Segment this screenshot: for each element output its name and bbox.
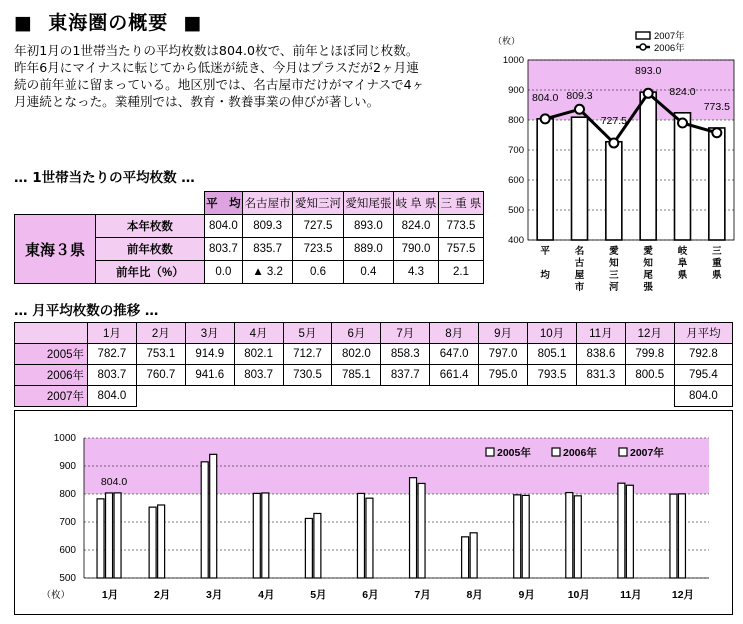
page-title-text: 東海圏の概要 (48, 12, 169, 34)
header-cell: 愛知三河 (293, 192, 343, 215)
line-marker-2006 (644, 89, 653, 98)
bar-2005年 (462, 537, 469, 578)
table-cell: 831.3 (576, 365, 625, 386)
table-cell: 804.0 (674, 386, 732, 407)
header-cell: 名古屋市 (242, 192, 292, 215)
y-tick-label: 1000 (53, 433, 76, 444)
data-label: 804.0 (100, 475, 128, 488)
x-tick-label: 岐 (677, 246, 688, 257)
bar-2005年 (566, 493, 573, 578)
table-cell: 797.0 (479, 344, 528, 365)
header-cell: 2月 (136, 323, 185, 344)
bar-2005年 (618, 483, 625, 578)
x-tick-label: 9月 (518, 589, 535, 601)
table-cell: 824.0 (394, 215, 439, 238)
x-tick-label: 尾 (643, 270, 653, 281)
table-cell: 803.7 (234, 365, 283, 386)
x-tick-label: 知 (609, 258, 619, 269)
table-cell: 712.7 (283, 344, 332, 365)
table-cell: 804.0 (88, 386, 137, 407)
line-marker-2006 (541, 114, 550, 123)
table-cell: 792.8 (674, 344, 732, 365)
legend-label: 2007年 (654, 31, 685, 42)
table-cell: 795.0 (479, 365, 528, 386)
y-tick-label: 700 (59, 517, 76, 528)
x-tick-label: 愛 (643, 246, 653, 257)
regional-average-table (14, 191, 484, 284)
bar-2007 (537, 119, 553, 240)
y-tick-label: 400 (508, 235, 524, 246)
table-cell: 838.6 (576, 344, 625, 365)
bar-2006年 (522, 495, 529, 578)
x-tick-label: 市 (574, 282, 585, 293)
table-cell: 802.1 (234, 344, 283, 365)
data-label: 804.0 (532, 91, 559, 104)
table-row (15, 386, 733, 407)
y-tick-label: 900 (508, 85, 524, 96)
header-cell: 3月 (185, 323, 234, 344)
x-tick-label: 3月 (206, 589, 223, 601)
table-cell: 805.1 (528, 344, 577, 365)
bar-2006年 (106, 493, 113, 578)
table-cell: 730.5 (283, 365, 332, 386)
monthly-bar-chart (14, 410, 733, 615)
region-group-label: 東海３県 (15, 215, 96, 284)
section-heading-average: … 1世帯当たりの平均枚数 … (14, 170, 195, 186)
x-tick-label: 均 (540, 270, 550, 281)
header-cell: 11月 (576, 323, 625, 344)
table-cell: 803.7 (88, 365, 137, 386)
header-cell: 岐 阜 県 (394, 192, 439, 215)
table-cell: 661.4 (430, 365, 479, 386)
row-label: 2006年 (15, 365, 88, 386)
y-tick-label: 500 (508, 205, 524, 216)
regional-bar-line-chart (486, 30, 740, 302)
line-marker-2006 (712, 128, 721, 137)
x-tick-label: 重 (712, 258, 722, 269)
x-tick-label: 7月 (414, 589, 431, 601)
table-cell: 941.6 (185, 365, 234, 386)
bar-2006年 (210, 454, 217, 578)
x-tick-label: 12月 (671, 589, 695, 601)
table-cell: 837.7 (381, 365, 430, 386)
legend-label: 2006年 (563, 447, 597, 459)
table-row (15, 215, 484, 238)
table-cell: 793.5 (528, 365, 577, 386)
x-tick-label: 古 (574, 258, 585, 269)
bar-2006年 (574, 496, 581, 578)
bar-2007 (640, 92, 656, 240)
line-marker-2006 (678, 119, 687, 128)
table-cell: 723.5 (293, 238, 343, 261)
x-tick-label: 屋 (574, 270, 585, 281)
bar-2006年 (314, 513, 321, 578)
header-cell: 1月 (88, 323, 137, 344)
bar-2007 (606, 142, 622, 240)
bar-2006年 (262, 493, 269, 578)
y-unit-label: （枚） (492, 36, 520, 46)
intro-line: 昨年6月にマイナスに転じてから低迷が続き、今月はプラスだが2ヶ月連 (14, 60, 419, 75)
table-header-row (15, 323, 733, 344)
x-tick-label: 愛 (609, 246, 619, 257)
data-label: 727.5 (600, 114, 627, 127)
section-heading-monthly: … 月平均枚数の推移 … (14, 303, 159, 319)
header-cell: 7月 (381, 323, 430, 344)
y-tick-label: 700 (508, 145, 524, 156)
legend-swatch-bar (636, 32, 650, 39)
table-row (15, 344, 733, 365)
y-tick-label: 600 (59, 545, 76, 556)
y-tick-label: 800 (508, 115, 524, 126)
x-tick-label: 8月 (466, 589, 483, 601)
table-cell: 782.7 (88, 344, 137, 365)
table-cell: 0.0 (204, 261, 242, 284)
bar-2005年 (305, 518, 312, 578)
empty-cell (136, 386, 674, 407)
header-cell: 月平均 (674, 323, 732, 344)
x-tick-label: 11月 (620, 589, 642, 601)
data-label: 809.3 (566, 90, 593, 103)
header-cell: 9月 (479, 323, 528, 344)
y-tick-label: 500 (59, 573, 76, 584)
table-cell: 647.0 (430, 344, 479, 365)
table-cell: 889.0 (343, 238, 393, 261)
bar-2006年 (366, 498, 373, 578)
x-tick-label: 県 (677, 270, 688, 281)
empty-header-cell (15, 323, 88, 344)
line-marker-2006 (575, 105, 584, 114)
bar-2006年 (158, 505, 165, 578)
table-cell: 809.3 (242, 215, 292, 238)
x-tick-label: 三 (712, 246, 722, 257)
table-cell: 893.0 (343, 215, 393, 238)
table-cell: 795.4 (674, 365, 732, 386)
table-cell: 800.5 (625, 365, 674, 386)
x-tick-label: 4月 (258, 589, 275, 601)
table-cell: 2.1 (439, 261, 484, 284)
bar-2005年 (410, 478, 417, 578)
intro-line: 続の前年並に留まっている。地区別では、名古屋市だけがマイナスで4ヶ (14, 77, 425, 92)
row-label: 前年枚数 (96, 238, 205, 261)
x-tick-label: 阜 (677, 258, 688, 269)
bar-2006年 (626, 485, 633, 578)
header-cell: 6月 (332, 323, 381, 344)
legend-label: 2007年 (630, 447, 664, 459)
table-cell: 4.3 (394, 261, 439, 284)
bar-2005年 (514, 495, 521, 578)
table-cell: 753.1 (136, 344, 185, 365)
line-marker-2006 (609, 138, 618, 147)
bar-2005年 (253, 493, 260, 578)
bar-2006年 (470, 533, 477, 578)
legend-marker (640, 44, 646, 50)
y-tick-label: 800 (59, 489, 76, 500)
bar-2007 (709, 128, 725, 240)
legend-swatch (552, 448, 560, 456)
table-row (15, 365, 733, 386)
table-cell: 914.9 (185, 344, 234, 365)
bar-2007 (675, 113, 691, 240)
header-cell: 5月 (283, 323, 332, 344)
header-cell: 4月 (234, 323, 283, 344)
bar-2007 (572, 117, 588, 240)
bar-2005年 (670, 494, 677, 578)
table-cell: 0.6 (293, 261, 343, 284)
table-cell: 835.7 (242, 238, 292, 261)
monthly-average-table (14, 322, 733, 407)
page-title (14, 8, 202, 35)
legend-swatch (619, 448, 627, 456)
bar-2005年 (357, 493, 364, 578)
x-tick-label: 三 (609, 270, 619, 281)
header-cell: 愛知尾張 (343, 192, 393, 215)
table-cell: 858.3 (381, 344, 430, 365)
x-tick-label: 2月 (153, 589, 171, 601)
intro-paragraph (14, 42, 484, 110)
header-cell: 8月 (430, 323, 479, 344)
data-label: 773.5 (703, 100, 730, 113)
x-tick-label: 名 (574, 246, 585, 257)
y-tick-label: 600 (508, 175, 524, 186)
table-cell: 773.5 (439, 215, 484, 238)
table-cell: 803.7 (204, 238, 242, 261)
bar-2006年 (678, 494, 685, 578)
bar-2005年 (149, 507, 156, 578)
table-cell: 0.4 (343, 261, 393, 284)
table-cell: 757.5 (439, 238, 484, 261)
header-cell: 三 重 県 (439, 192, 484, 215)
square-bullet-icon: ■ (183, 12, 203, 34)
y-tick-label: 1000 (502, 55, 524, 66)
table-cell: 790.0 (394, 238, 439, 261)
intro-line: 月連続となった。業種別では、教育・教養事業の伸びが著しい。 (14, 94, 380, 109)
row-label: 前年比（%） (96, 261, 205, 284)
x-tick-label: 河 (609, 282, 619, 293)
table-cell: 785.1 (332, 365, 381, 386)
table-cell: 727.5 (293, 215, 343, 238)
row-label: 2005年 (15, 344, 88, 365)
y-unit-label: （枚） (41, 590, 70, 601)
header-cell: 10月 (528, 323, 577, 344)
bar-2005年 (97, 499, 104, 578)
header-cell: 12月 (625, 323, 674, 344)
row-label: 2007年 (15, 386, 88, 407)
table-cell: 802.0 (332, 344, 381, 365)
bar-2005年 (201, 462, 208, 578)
legend-swatch (486, 448, 494, 456)
intro-line: 年初1月の1世帯当たりの平均枚数は804.0枚で、前年とほぼ同じ枚数。 (14, 43, 419, 58)
x-tick-label: 知 (643, 258, 653, 269)
bar-2007年 (114, 493, 121, 578)
x-tick-label: 10月 (567, 589, 590, 601)
x-tick-label: 1月 (101, 589, 119, 601)
x-tick-label: 張 (643, 282, 653, 293)
y-tick-label: 900 (59, 461, 76, 472)
table-cell: 799.8 (625, 344, 674, 365)
x-tick-label: 県 (712, 270, 722, 281)
x-tick-label: 5月 (310, 589, 327, 601)
table-cell: 760.7 (136, 365, 185, 386)
legend-label: 2006年 (654, 43, 685, 54)
table-cell: ▲ 3.2 (242, 261, 292, 284)
bar-2006年 (418, 483, 425, 578)
x-tick-label: 6月 (362, 589, 379, 601)
empty-header-cell (15, 192, 205, 215)
data-label: 893.0 (635, 65, 662, 78)
header-cell: 平 均 (204, 192, 242, 215)
square-bullet-icon: ■ (14, 12, 33, 34)
x-tick-label: 平 (540, 246, 550, 257)
data-label: 824.0 (669, 85, 696, 98)
legend-label: 2005年 (497, 447, 531, 459)
table-header-row (15, 192, 484, 215)
row-label: 本年枚数 (96, 215, 205, 238)
table-cell: 804.0 (204, 215, 242, 238)
